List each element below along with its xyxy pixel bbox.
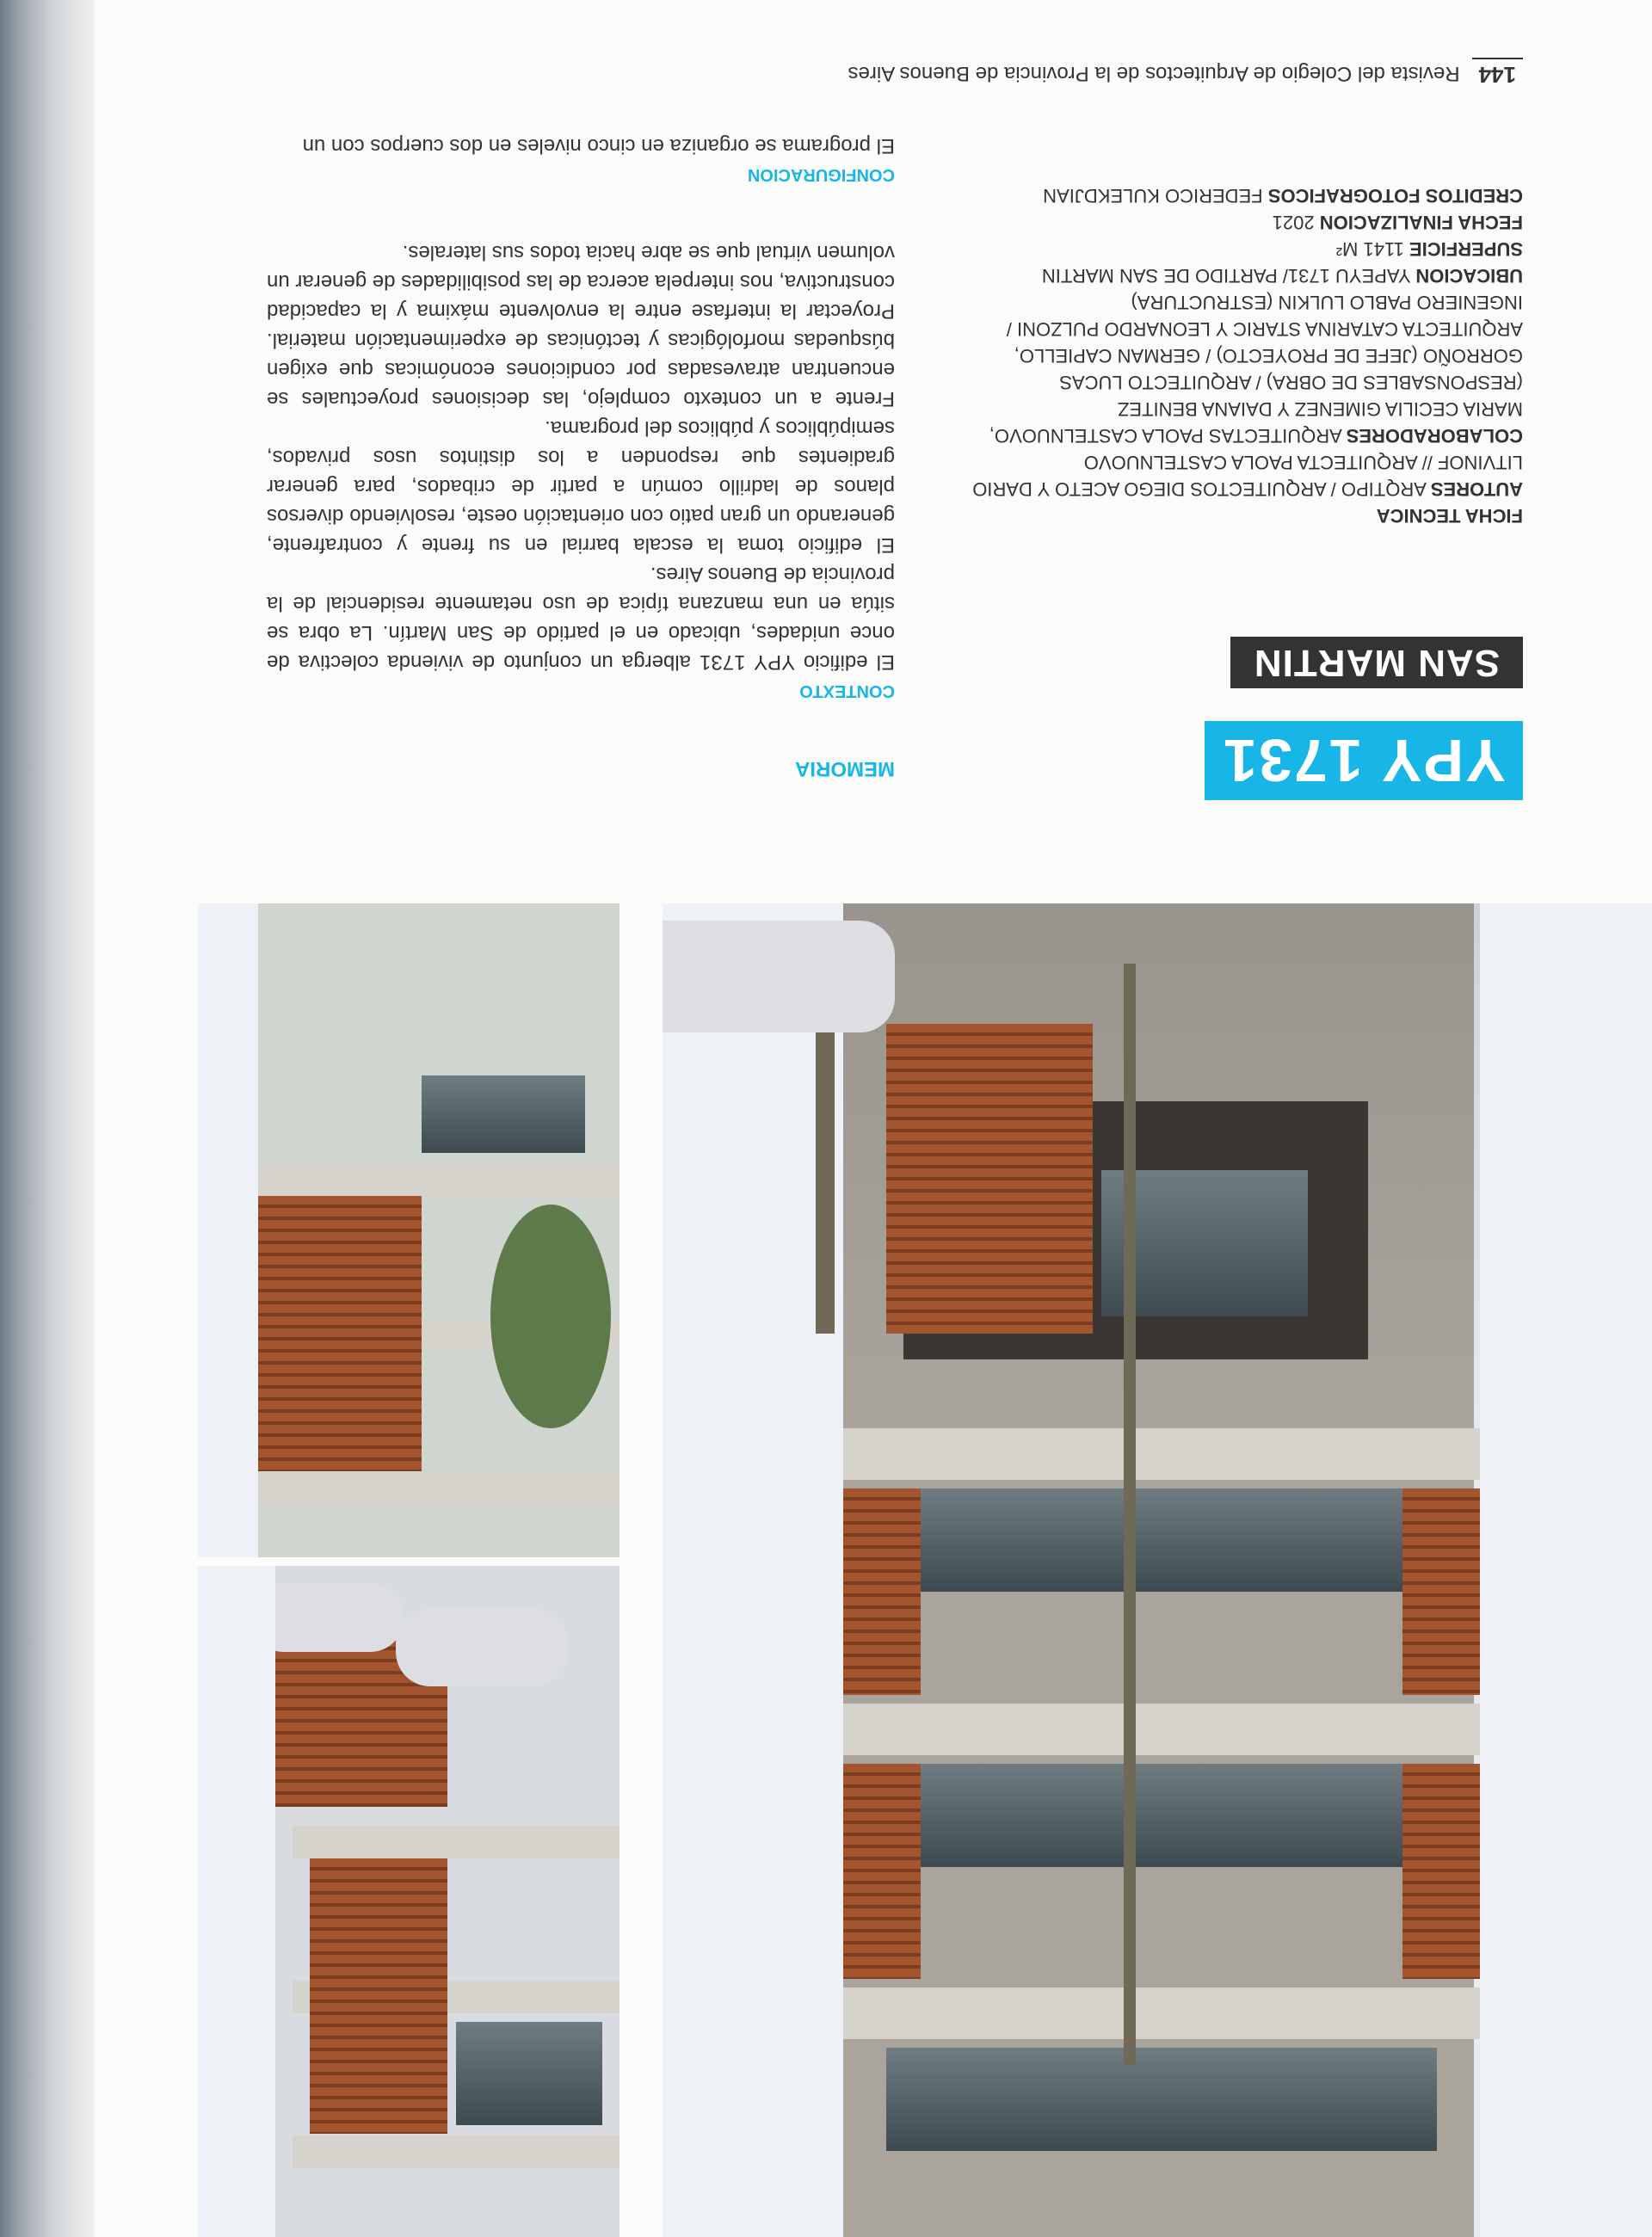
ficha-tecnica bbox=[972, 182, 1523, 529]
concrete-slab bbox=[293, 1826, 620, 1858]
balcony-glass bbox=[456, 2022, 602, 2125]
magazine-page bbox=[95, 0, 1652, 2237]
street-tree bbox=[1124, 964, 1136, 2065]
project-title: YPY 1731 bbox=[1205, 721, 1523, 800]
ficha-autores bbox=[972, 449, 1523, 502]
concrete-slab bbox=[843, 1704, 1480, 1755]
ubicacion-label: UBICACION bbox=[1415, 265, 1523, 287]
balcony-glass bbox=[886, 1488, 1437, 1592]
brick-lattice bbox=[843, 1764, 921, 1979]
brick-lattice-front bbox=[886, 1024, 1093, 1334]
book-gutter-shadow bbox=[0, 0, 95, 2237]
contexto-heading: CONTEXTO bbox=[799, 681, 895, 700]
brick-lattice bbox=[310, 1858, 447, 2134]
ficha-creditos bbox=[972, 182, 1523, 209]
configuracion-paragraph: El programa se organiza en cinco niveles en dos cuerpos con un bbox=[302, 134, 895, 157]
sky-area bbox=[198, 1566, 275, 2237]
contexto-paragraph: Frente a un contexto complejo, las decisiones proyectuales se encuentran atravesadas por condiciones económicas que exigen búsquedas morfológicas y tectónicas de experimentación material. Proyectar la interfase entre la envolvente máxima y la capacidad constructiva, nos interpela acerca de las posibilidades de generar un volumen virtual que se abre hacia todos sus laterales. bbox=[267, 241, 895, 410]
concrete-slab bbox=[293, 2135, 620, 2168]
brick-lattice bbox=[1402, 1488, 1480, 1695]
creditos-value: FEDERICO KULEKDJIAN bbox=[1043, 185, 1263, 206]
ubicacion-value: YAPEYU 1731/ PARTIDO DE SAN MARTIN bbox=[1041, 265, 1411, 287]
autores-value: ARQTIPO / ARQUITECTOS DIEGO ACETO Y DARIO LITVINOF // ARQUITECTA PAOLA CASTELNUOVO bbox=[972, 452, 1523, 500]
building-corner-photo bbox=[198, 903, 620, 1557]
superficie-label: SUPERFICIE bbox=[1409, 238, 1523, 260]
concrete-slab bbox=[258, 1475, 620, 1506]
fecha-value: 2021 bbox=[1272, 212, 1315, 233]
creditos-label: CREDITOS FOTOGRAFICOS bbox=[1267, 185, 1523, 206]
balcony-glass bbox=[886, 1764, 1437, 1867]
colaboradores-value: ARQUITECTAS PAOLA CASTELNUOVO, MARIA CECILIA GIMENEZ Y DAIANA BENITEZ (RESPONSABLES DE OBRA) / ARQUITECTO LUCAS GORROÑO (JEFE DE PROYECTO) / GERMAN CAPIELLO, ARQUITECTA CATARINA STARIC Y LEONARDO PULZONI / INGENIERO PABLO LULKIN (ESTRUCTURA) bbox=[989, 292, 1523, 447]
memoria-column bbox=[267, 131, 895, 783]
memoria-heading: MEMORIA bbox=[795, 757, 895, 780]
location-badge: SAN MARTIN bbox=[1230, 637, 1523, 688]
autores-label: AUTORES bbox=[1430, 478, 1523, 500]
colaboradores-label: COLABORADORES bbox=[1346, 425, 1523, 447]
ficha-superficie bbox=[972, 236, 1523, 262]
brick-lattice bbox=[258, 1196, 422, 1471]
ficha-colaboradores bbox=[972, 289, 1523, 449]
concrete-slab bbox=[843, 1428, 1480, 1480]
ground-floor-glass bbox=[422, 1075, 585, 1153]
building-angle-photo bbox=[198, 1566, 620, 2237]
tree-foliage bbox=[490, 1205, 611, 1428]
concrete-slab bbox=[843, 1987, 1480, 2039]
brick-lattice bbox=[843, 1488, 921, 1695]
sky-area bbox=[1480, 903, 1652, 2237]
ficha-heading: FICHA TECNICA bbox=[1376, 505, 1523, 527]
concrete-slab bbox=[258, 1165, 620, 1196]
sky-area bbox=[198, 903, 258, 1557]
contexto-paragraph: El edificio toma la escala barrial en su frente y contrafrente, generando un gran patio con orientación oeste, resolviendo diversos planos de ladrillo común a partir de cribados, para generar gradientes que responden a los distintos usos privados, semipúblicos y públicos del programa. bbox=[267, 416, 895, 557]
brick-lattice bbox=[1402, 1764, 1480, 1979]
fecha-label: FECHA FINALIZACION bbox=[1319, 212, 1523, 233]
ficha-fecha bbox=[972, 209, 1523, 236]
parked-car bbox=[663, 921, 895, 1032]
superficie-value: 1141 M² bbox=[1335, 238, 1404, 260]
ficha-ubicacion bbox=[972, 262, 1523, 289]
contexto-paragraph: El edificio YPY 1731 alberga un conjunto de vivienda colectiva de once unidades, ubicado en el partido de San Martín. La obra se sitúa en una manzana típica de uso netamente residencial de la provincia de Buenos Aires. bbox=[267, 563, 895, 674]
configuracion-heading: CONFIGURACION bbox=[747, 165, 895, 184]
magazine-name: Revista del Colegio de Arquitectos de la Provincia de Buenos Aires bbox=[848, 62, 1460, 85]
balcony-glass bbox=[886, 2048, 1437, 2151]
page-number: 144 bbox=[1472, 59, 1523, 89]
running-header bbox=[189, 56, 1523, 90]
parked-car bbox=[396, 1609, 568, 1686]
building-facade-photo bbox=[663, 903, 1652, 2237]
